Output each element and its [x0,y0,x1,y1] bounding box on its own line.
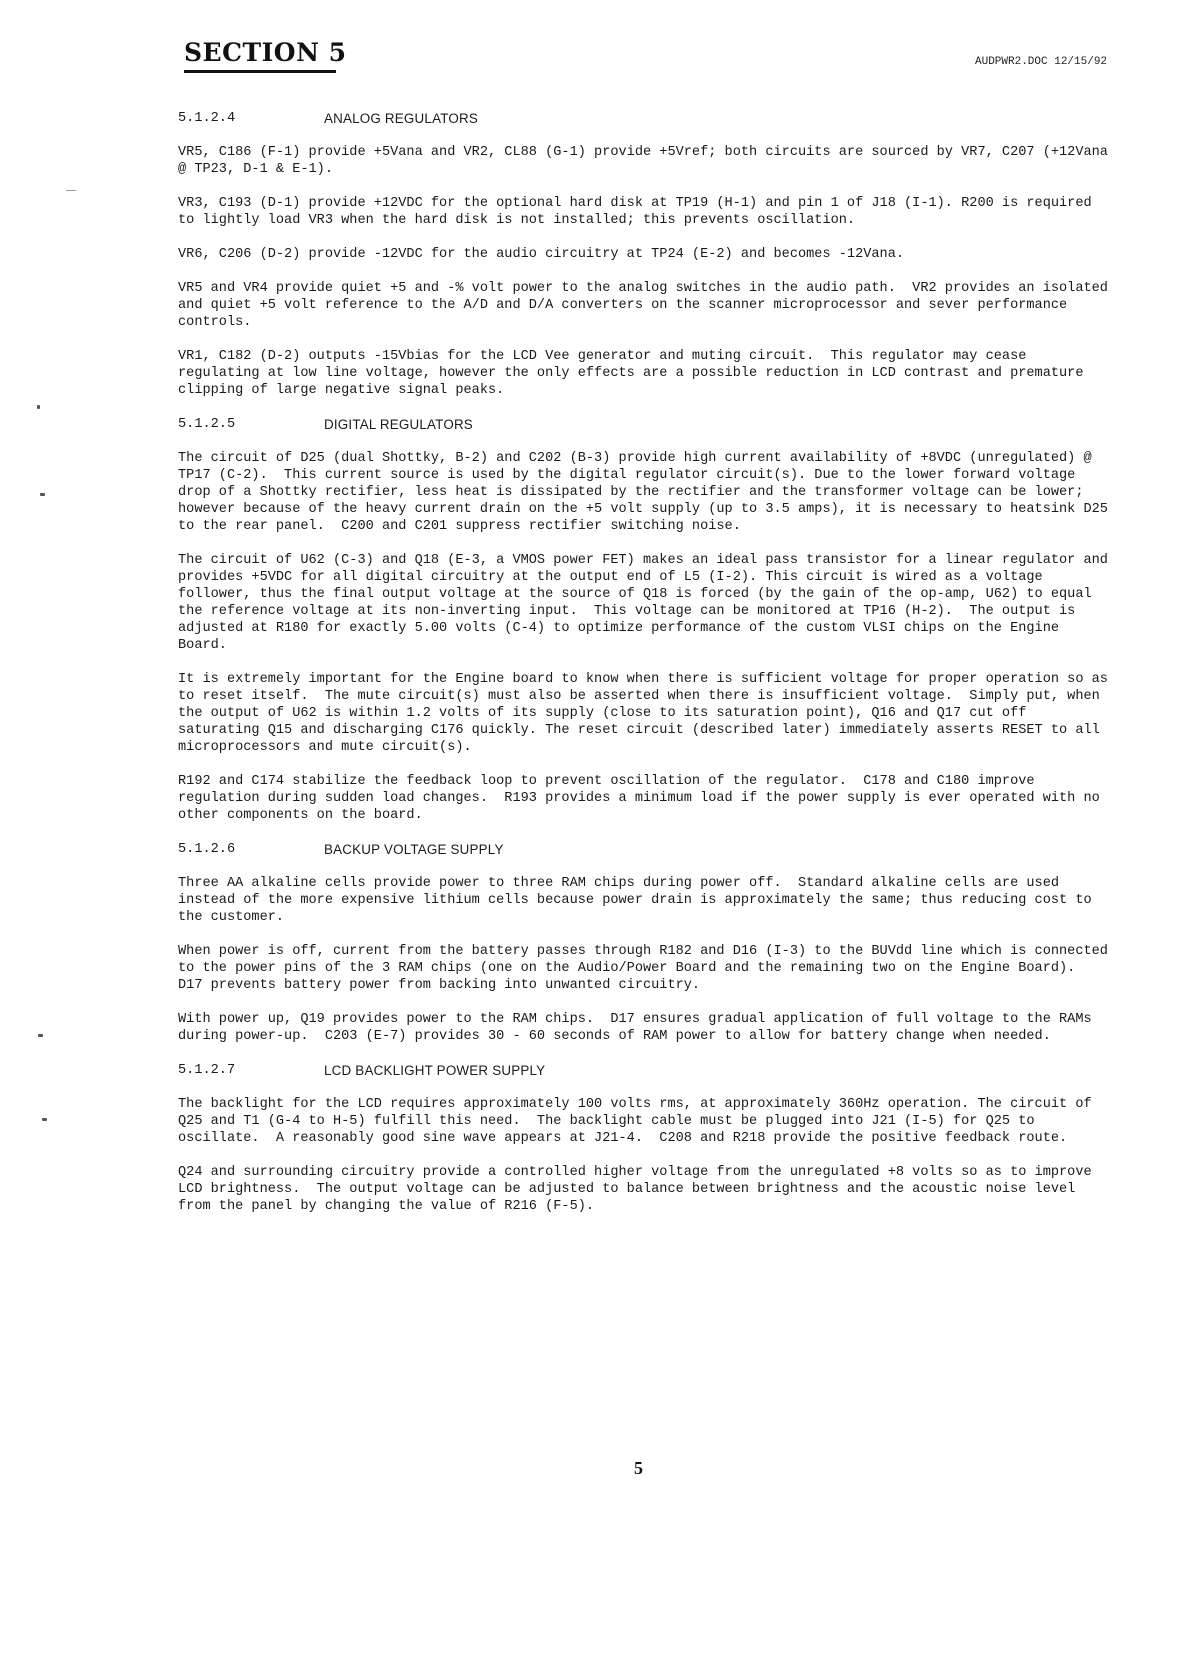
paragraph: VR5 and VR4 provide quiet +5 and -% volt power to the analog switches in the audio path. VR2 provides an isolated and quiet +5 volt reference to the A/D and D/A converters on the scanner microprocessor and sever performance controls. [178,281,1117,330]
document-reference: AUDPWR2.DOC 12/15/92 [975,56,1108,68]
subsection-heading [178,416,1113,433]
paragraph: It is extremely important for the Engine board to know when there is sufficient voltage for proper operation so as to reset itself. The mute circuit(s) must also be asserted when there is insufficient voltage. Simply put, when the output of U62 is within 1.2 volts of its supply (close to its saturation point), Q16 and Q17 cut off saturating Q15 and discharging C176 quickly. The reset circuit (described later) immediately asserts RESET to all microprocessors and mute circuit(s). [178,672,1117,755]
margin-mark [38,1034,43,1037]
paragraph: The backlight for the LCD requires approximately 100 volts rms, at approximately 360Hz operation. The circuit of Q25 and T1 (G-4 to H-5) fulfill this need. The backlight cable must be plugged into J21 (I-5) for Q25 to oscillate. A reasonably good sine wave appears at J21-4. C208 and R218 provide the positive feedback route. [178,1097,1100,1146]
subsection-title: LCD BACKLIGHT POWER SUPPLY [324,1063,546,1078]
subsection-analog-regulators [178,110,1117,399]
subsection-title: ANALOG REGULATORS [324,111,478,126]
subsection-heading [178,110,1113,127]
paragraph: With power up, Q19 provides power to the RAM chips. D17 ensures gradual application of full voltage to the RAMs during power-up. C203 (E-7) provides 30 - 60 seconds of RAM power to allow for battery change when needed. [178,1012,1100,1044]
paragraph: Three AA alkaline cells provide power to three RAM chips during power off. Standard alkaline cells are used instead of the more expensive lithium cells because power drain is approximately the same; thus reducing cost to the customer. [178,876,1100,925]
subsection-heading [178,841,1113,858]
subsection-backup-voltage-supply [178,841,1117,1045]
title-underline [184,70,336,73]
subsection-number: 5.1.2.6 [178,842,236,857]
subsection-digital-regulators [178,416,1117,824]
paragraph: VR5, C186 (F-1) provide +5Vana and VR2, CL88 (G-1) provide +5Vref; both circuits are sourced by VR7, C207 (+12Vana @ TP23, D-1 & E-1). [178,145,1117,177]
paragraph: VR3, C193 (D-1) provide +12VDC for the optional hard disk at TP19 (H-1) and pin 1 of J18 (I-1). R200 is required to lightly load VR3 when the hard disk is not installed; this prevents oscillation. [178,196,1100,228]
page-number: 5 [634,1458,643,1478]
subsection-title: BACKUP VOLTAGE SUPPLY [324,842,504,857]
margin-mark [37,405,40,409]
section-title: SECTION 5 [184,38,347,67]
paragraph: The circuit of D25 (dual Shottky, B-2) and C202 (B-3) provide high current availability of +8VDC (unregulated) @ TP17 (C-2). This current source is used by the digital regulator circuit(s). Due to the lower forward voltage drop of a Shottky rectifier, less heat is dissipated by the rectifier and the transformer voltage can be lower; however because of the heavy current drain on the +5 volt supply (up to 3.5 amps), it is necessary to heatsink D25 to the rear panel. C200 and C201 suppress rectifier switching noise. [178,451,1117,534]
paragraph: VR1, C182 (D-2) outputs -15Vbias for the LCD Vee generator and muting circuit. This regulator may cease regulating at low line voltage, however the only effects are a possible reduction in LCD contrast and premature clipping of large negative signal peaks. [178,349,1092,398]
paragraph: Q24 and surrounding circuitry provide a controlled higher voltage from the unregulated +8 volts so as to improve LCD brightness. The output voltage can be adjusted to balance between brightness and the acoustic noise level from the panel by changing the value of R216 (F-5). [178,1165,1100,1214]
subsection-number: 5.1.2.4 [178,111,236,126]
paragraph: When power is off, current from the battery passes through R182 and D16 (I-3) to the BUVdd line which is connected to the power pins of the 3 RAM chips (one on the Audio/Power Board and the remaining two on the Engine Board). D17 prevents battery power from backing into unwanted circuitry. [178,944,1117,993]
subsection-number: 5.1.2.7 [178,1063,236,1078]
paragraph: R192 and C174 stabilize the feedback loop to prevent oscillation of the regulator. C178 and C180 improve regulation during sudden load changes. R193 provides a minimum load if the power supply is ever operated with no other components on the board. [178,774,1108,823]
margin-mark [66,190,76,191]
subsection-title: DIGITAL REGULATORS [324,417,473,432]
paragraph: VR6, C206 (D-2) provide -12VDC for the audio circuitry at TP24 (E-2) and becomes -12Vana. [178,247,905,262]
subsection-heading [178,1062,1113,1079]
margin-mark [42,1118,47,1121]
margin-mark [40,493,45,496]
subsection-number: 5.1.2.5 [178,417,236,432]
subsection-lcd-backlight-power-supply [178,1062,1113,1215]
paragraph: The circuit of U62 (C-3) and Q18 (E-3, a VMOS power FET) makes an ideal pass transistor for a linear regulator and provides +5VDC for all digital circuitry at the output end of L5 (I-2). This circuit is wired as a voltage follower, thus the final output voltage at the source of Q18 is forced (by the gain of the op-amp, U62) to equal the reference voltage at its non-inverting input. This voltage can be monitored at TP16 (H-2). The output is adjusted at R180 for exactly 5.00 volts (C-4) to optimize performance of the custom VLSI chips on the Engine Board. [178,553,1117,653]
document-body [178,110,1117,1232]
